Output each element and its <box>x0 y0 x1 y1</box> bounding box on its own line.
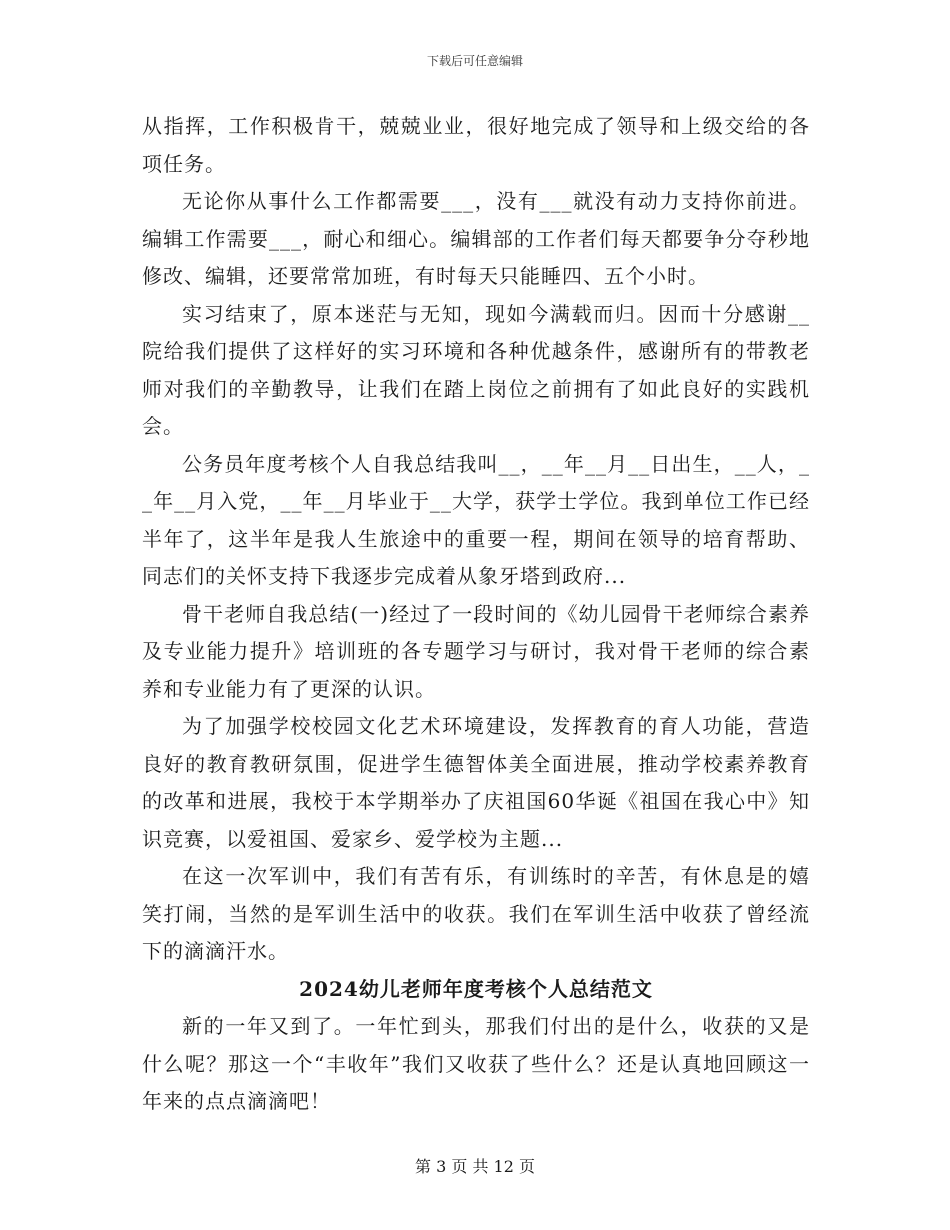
section-title: 2024幼儿老师年度考核个人总结范文 <box>299 976 653 1001</box>
document-body <box>142 108 810 1121</box>
paragraph: 公务员年度考核个人自我总结我叫__，__年__月__日出生，__人，__年__月入党，__年__月毕业于__大学，获学士学位。我到单位工作已经半年了，这半年是我人生旅途中的重要一程，期间在领导的培育帮助、同志们的关怀支持下我逐步完成着从象牙塔到政府... <box>142 451 810 588</box>
paragraph: 实习结束了，原本迷茫与无知，现如今满载而归。因而十分感谢__院给我们提供了这样好的实习环境和各种优越条件，感谢所有的带教老师对我们的辛勤教导，让我们在踏上岗位之前拥有了如此良好的实践机会。 <box>142 301 810 438</box>
page-header: 下载后可任意编辑 <box>426 54 523 68</box>
page-number: 第 3 页 共 12 页 <box>415 1157 535 1176</box>
paragraph: 为了加强学校校园文化艺术环境建设，发挥教育的育人功能，营造良好的教育教研氛围，促进学生德智体美全面进展，推动学校素养教育的改革和进展，我校于本学期举办了庆祖国60华诞《祖国在我心中》知识竞赛，以爱祖国、爱家乡、爱学校为主题... <box>142 714 810 851</box>
paragraph: 无论你从事什么工作都需要___，没有___就没有动力支持你前进。编辑工作需要___，耐心和细心。编辑部的工作者们每天都要争分夺秒地修改、编辑，还要常常加班，有时每天只能睡四、五个小时。 <box>142 189 810 288</box>
section-paragraph: 新的一年又到了。一年忙到头，那我们付出的是什么，收获的又是什么呢？那这一个“丰收年”我们又收获了些什么？还是认真地回顾这一年来的点点滴滴吧！ <box>142 1014 810 1113</box>
paragraph: 在这一次军训中，我们有苦有乐，有训练时的辛苦，有休息是的嬉笑打闹，当然的是军训生活中的收获。我们在军训生活中收获了曾经流下的滴滴汗水。 <box>142 864 810 963</box>
paragraph: 骨干老师自我总结(一)经过了一段时间的《幼儿园骨干老师综合素养及专业能力提升》培训班的各专题学习与研讨，我对骨干老师的综合素养和专业能力有了更深的认识。 <box>142 601 810 701</box>
paragraph-continuation: 从指挥，工作积极肯干，兢兢业业，很好地完成了领导和上级交给的各项任务。 <box>142 114 810 176</box>
